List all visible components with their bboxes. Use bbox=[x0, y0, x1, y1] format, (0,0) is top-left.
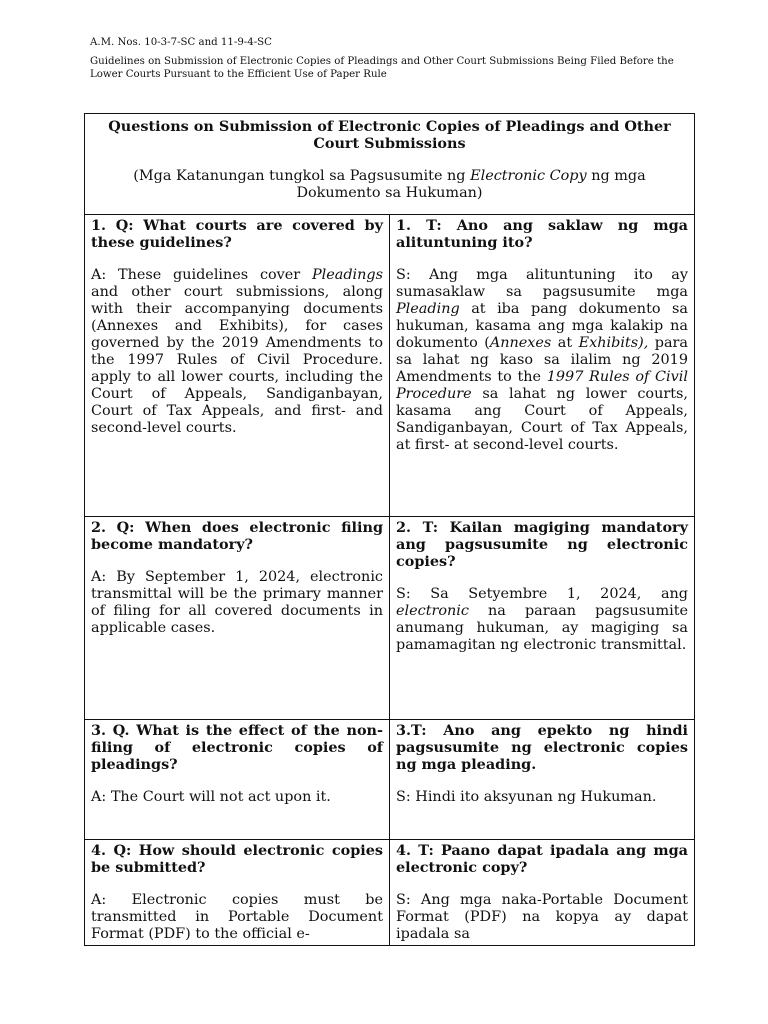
answer-tl bbox=[396, 586, 688, 654]
answer-italic: Pleadings bbox=[311, 267, 383, 283]
answer-italic: 1997 Rules of Civil Procedure bbox=[396, 369, 688, 402]
title-cell bbox=[85, 114, 695, 215]
question-en: 3. Q. What is the effect of the non-filing of electronic copies of pleadings? bbox=[91, 722, 383, 773]
table-row bbox=[85, 840, 695, 946]
answer-tl: S: Hindi ito aksyunan ng Hukuman. bbox=[396, 789, 657, 805]
english-cell bbox=[85, 720, 390, 840]
answer-en bbox=[91, 267, 383, 437]
answer-part: and other court submissions, along with their accompanying documents (Annexes and Exhibits), for cases governed by the 2019 Amendments to the 1997 Rules of Civil Procedure. apply to all lower courts, including the Court of Appeals, Sandiganbayan, Court of Tax Appeals, and first- and second-level courts. bbox=[91, 284, 383, 436]
answer-italic: Annexes bbox=[489, 335, 552, 351]
question-en: 2. Q: When does electronic filing become mandatory? bbox=[91, 519, 383, 553]
document-subtitle: Guidelines on Submission of Electronic Copies of Pleadings and Other Court Submissions Being Filed Before the Lower Courts Pursuant to the Efficient Use of Paper Rule bbox=[90, 56, 674, 80]
answer-part: A: These guidelines cover bbox=[91, 267, 312, 283]
table-row bbox=[85, 720, 695, 840]
question-tl: 2. T: Kailan magiging mandatory ang pagsusumite ng electronic copies? bbox=[396, 519, 688, 570]
tagalog-cell bbox=[390, 517, 695, 720]
tagalog-cell bbox=[390, 215, 695, 517]
table-title: Questions on Submission of Electronic Copies of Pleadings and Other Court Submissions bbox=[108, 118, 671, 152]
answer-en: A: Electronic copies must be transmitted in Portable Document Format (PDF) to the official e- bbox=[91, 892, 383, 942]
table-subtitle-tagalog bbox=[91, 168, 688, 202]
answer-part: S: Sa Setyembre 1, 2024, ang bbox=[396, 586, 688, 602]
table-row bbox=[85, 215, 695, 517]
english-cell bbox=[85, 840, 390, 946]
question-en: 1. Q: What courts are covered by these guidelines? bbox=[91, 217, 383, 251]
answer-italic: electronic bbox=[396, 603, 469, 619]
answer-tl bbox=[396, 267, 688, 454]
answer-part: sa lahat ng lower courts, kasama ang Court of Appeals, Sandiganbayan, Court of Tax Appeals, at first- at second-level courts. bbox=[396, 386, 688, 453]
answer-italic: Pleading bbox=[396, 301, 460, 317]
answer-part: at iba pang dokumento sa hukuman, kasama ang mga kalakip na dokumento ( bbox=[396, 301, 688, 351]
answer-part: at bbox=[551, 335, 579, 351]
subtitle-part: ng mga Dokumento sa Hukuman) bbox=[296, 168, 646, 201]
document-reference: A.M. Nos. 10-3-7-SC and 11-9-4-SC bbox=[90, 37, 272, 48]
title-row bbox=[85, 114, 695, 215]
subtitle-part: (Mga Katanungan tungkol sa Pagsusumite ng bbox=[133, 168, 471, 184]
answer-en: A: The Court will not act upon it. bbox=[91, 789, 331, 805]
question-tl: 3.T: Ano ang epekto ng hindi pagsusumite ng electronic copies ng mga pleading. bbox=[396, 722, 688, 773]
answer-part: para sa lahat ng kaso sa ilalim ng 2019 Amendments to the bbox=[396, 335, 689, 385]
table-row bbox=[85, 517, 695, 720]
answer-tl: S: Ang mga naka-Portable Document Format (PDF) na kopya ay dapat ipadala sa bbox=[396, 892, 688, 942]
answer-en: A: By September 1, 2024, electronic transmittal will be the primary manner of filing for all covered documents in applicable cases. bbox=[91, 569, 383, 636]
english-cell bbox=[85, 517, 390, 720]
answer-italic: Exhibits), bbox=[578, 335, 649, 351]
tagalog-cell bbox=[390, 720, 695, 840]
english-cell bbox=[85, 215, 390, 517]
answer-part: na paraan pagsusumite anumang hukuman, ay magiging sa pamamagitan ng electronic transmittal. bbox=[396, 603, 688, 653]
question-tl: 4. T: Paano dapat ipadala ang mga electronic copy? bbox=[396, 842, 688, 876]
question-tl: 1. T: Ano ang saklaw ng mga alituntuning ito? bbox=[396, 217, 688, 251]
faq-table bbox=[84, 113, 695, 946]
tagalog-cell bbox=[390, 840, 695, 946]
answer-part: S: Ang mga alituntuning ito ay sumasaklaw sa pagsusumite mga bbox=[396, 267, 688, 300]
question-en: 4. Q: How should electronic copies be submitted? bbox=[91, 842, 383, 876]
subtitle-italic: Electronic Copy bbox=[470, 168, 587, 184]
